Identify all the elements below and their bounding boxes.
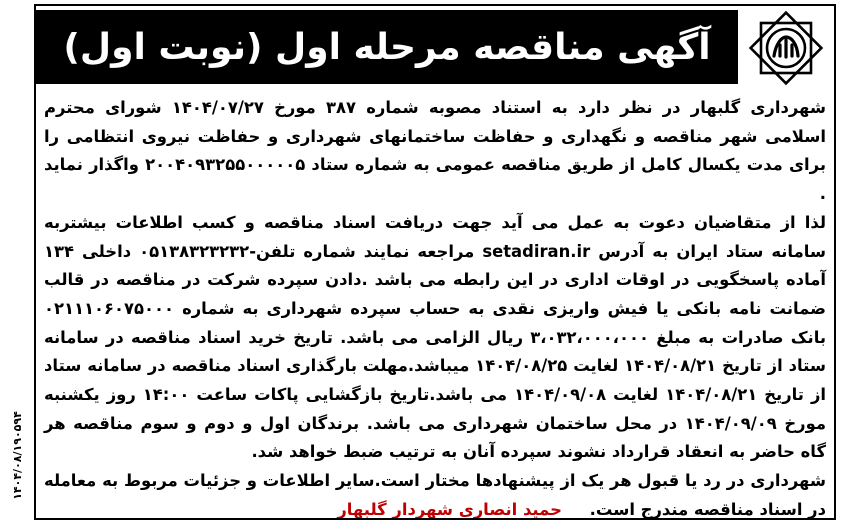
paragraph-invitation-start: لذا از متقاضیان دعوت به عمل می آید جهت دریافت اسناد مناقصه و کسب اطلاعات بیشتربه سامانه ستاد ایران به آدرس [44,212,826,261]
notice-header [36,6,834,90]
side-code [2,400,32,510]
notice-body [44,94,826,519]
paragraph-resolution: شهرداری گلبهار در نظر دارد به استناد مصوبه شماره ۳۸۷ مورخ ۱۴۰۴/۰۷/۲۷ شورای محترم اسلامی شهر مناقصه و نگهداری و حفاظت ساختمانهای شهرداری و حفاظت نیروی انتظامی را برای مدت یکسال کامل از طریق مناقصه عمومی به شماره ستاد ۲۰۰۴۰۹۳۲۵۵۰۰۰۰۰۵ واگذار نماید . [44,98,826,204]
side-code-text: ۱۴۰۴/۰۸/۱۹۰۵۹۴ [10,410,24,500]
paragraph-invitation [44,209,826,467]
paragraph-closing [44,467,826,520]
signature: حمید انصاری شهردار گلبهار [337,499,562,519]
paragraph-invitation-end: مراجعه نمایند شماره تلفن-۰۵۱۳۸۳۲۳۲۳۲ داخلی ۱۳۴ آماده پاسخگویی در اوقات اداری در این رابطه می باشد .دادن سپرده شرکت در مناقصه در قالب ضمانت نامه بانکی یا فیش واریزی نقدی به حساب سپرده شهرداری به شماره ۰۲۱۱۱۰۶۰۷۵۰۰۰ بانک صادرات به مبلغ ۳،۰۳۲،۰۰۰،۰۰۰ ریال الزامی می باشد. تاریخ خرید اسناد مناقصه در سامانه ستاد از تاریخ ۱۴۰۴/۰۸/۲۱ لغایت ۱۴۰۴/۰۸/۲۵ میباشد.مهلت بارگذاری اسناد مناقصه در سامانه ستاد از تاریخ ۱۴۰۴/۰۸/۲۱ لغایت ۱۴۰۴/۰۹/۰۸ می باشد.تاریخ بازگشایی پاکات ساعت ۱۴:۰۰ روز یکشنبه مورخ ۱۴۰۴/۰۹/۰۹ در محل ساختمان شهرداری می باشد. برندگان اول و دوم و سوم مناقصه هر گاه حاضر به انعقاد قرارداد نشوند سپرده آنان به ترتیب ضبط خواهد شد. [44,241,826,462]
municipality-logo-icon [738,6,834,90]
notice-frame [34,4,836,520]
notice-title: آگهی مناقصه مرحله اول (نوبت اول) [63,26,711,68]
website-link[interactable]: setadiran.ir [482,241,591,261]
notice-title-bar [36,10,738,84]
paragraph-closing-text: شهرداری در رد یا قبول هر یک از پیشنهادها مختار است.سایر اطلاعات و جزئیات مربوط به معامله در اسناد مناقصه مندرج است. [44,471,826,519]
